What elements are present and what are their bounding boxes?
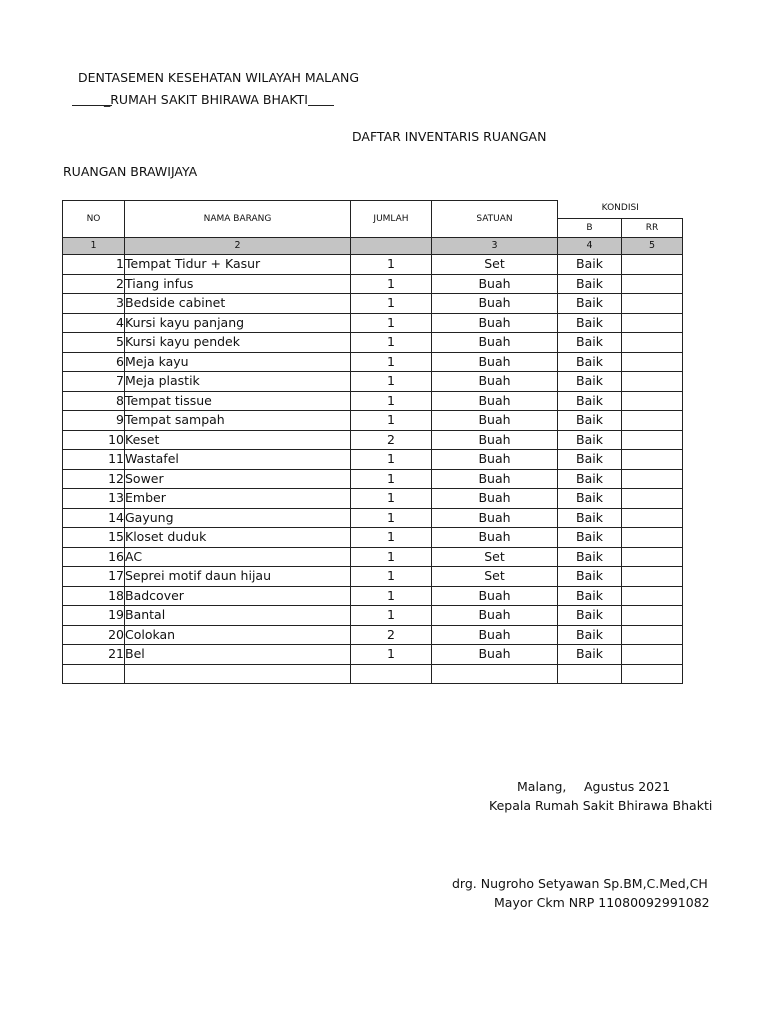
row-kondisi-b: Baik	[558, 508, 622, 528]
room-label: RUANGAN BRAWIJAYA	[63, 164, 198, 179]
row-jumlah: 1	[351, 567, 432, 587]
row-name: Kursi kayu panjang	[125, 313, 351, 333]
row-kondisi-b: Baik	[558, 372, 622, 392]
row-name: Meja plastik	[125, 372, 351, 392]
row-no: 16	[63, 547, 125, 567]
row-satuan: Buah	[432, 294, 558, 314]
row-jumlah: 1	[351, 294, 432, 314]
row-satuan: Buah	[432, 586, 558, 606]
header-no: NO	[63, 201, 125, 238]
row-name: Bedside cabinet	[125, 294, 351, 314]
row-name: Seprei motif daun hijau	[125, 567, 351, 587]
row-name: Bel	[125, 645, 351, 665]
row-kondisi-b: Baik	[558, 411, 622, 431]
row-name: Kursi kayu pendek	[125, 333, 351, 353]
header-line-1: DENTASEMEN KESEHATAN WILAYAH MALANG	[78, 70, 360, 85]
row-kondisi-b: Baik	[558, 528, 622, 548]
row-jumlah: 1	[351, 255, 432, 275]
row-satuan: Buah	[432, 625, 558, 645]
row-kondisi-b: Baik	[558, 606, 622, 626]
row-satuan: Buah	[432, 645, 558, 665]
row-kondisi-b: Baik	[558, 255, 622, 275]
row-jumlah: 1	[351, 313, 432, 333]
row-no: 21	[63, 645, 125, 665]
row-kondisi-b: Baik	[558, 352, 622, 372]
row-name: Badcover	[125, 586, 351, 606]
row-kondisi-b: Baik	[558, 469, 622, 489]
row-no: 19	[63, 606, 125, 626]
header-jumlah: JUMLAH	[351, 201, 432, 238]
row-jumlah: 1	[351, 645, 432, 665]
row-satuan: Buah	[432, 391, 558, 411]
row-jumlah: 1	[351, 411, 432, 431]
header-kondisi: KONDISI	[558, 201, 683, 219]
row-no: 1	[63, 255, 125, 275]
row-name: Sower	[125, 469, 351, 489]
row-satuan: Set	[432, 255, 558, 275]
row-jumlah: 1	[351, 391, 432, 411]
row-name: Wastafel	[125, 450, 351, 470]
row-name: Ember	[125, 489, 351, 509]
row-jumlah: 1	[351, 489, 432, 509]
row-no: 11	[63, 450, 125, 470]
header-line-2: _RUMAH SAKIT BHIRAWA BHAKTI	[104, 92, 308, 107]
row-satuan: Buah	[432, 606, 558, 626]
row-no: 6	[63, 352, 125, 372]
row-jumlah: 1	[351, 528, 432, 548]
row-name: Tempat sampah	[125, 411, 351, 431]
row-kondisi-b: Baik	[558, 625, 622, 645]
row-satuan: Buah	[432, 450, 558, 470]
row-kondisi-b: Baik	[558, 450, 622, 470]
row-satuan: Buah	[432, 528, 558, 548]
row-name: Colokan	[125, 625, 351, 645]
row-kondisi-b: Baik	[558, 391, 622, 411]
row-satuan: Buah	[432, 489, 558, 509]
row-name: Bantal	[125, 606, 351, 626]
row-no: 17	[63, 567, 125, 587]
row-jumlah: 1	[351, 274, 432, 294]
row-name: Meja kayu	[125, 352, 351, 372]
row-no: 2	[63, 274, 125, 294]
row-jumlah: 1	[351, 352, 432, 372]
row-name: Tempat Tidur + Kasur	[125, 255, 351, 275]
header-nama-barang: NAMA BARANG	[125, 201, 351, 238]
row-kondisi-b: Baik	[558, 567, 622, 587]
row-name: Keset	[125, 430, 351, 450]
row-jumlah: 2	[351, 625, 432, 645]
row-name: Kloset duduk	[125, 528, 351, 548]
row-kondisi-b: Baik	[558, 313, 622, 333]
colnum-rr: 5	[622, 238, 683, 255]
row-satuan: Buah	[432, 274, 558, 294]
row-kondisi-b: Baik	[558, 294, 622, 314]
row-no: 7	[63, 372, 125, 392]
row-satuan: Buah	[432, 333, 558, 353]
row-kondisi-b: Baik	[558, 489, 622, 509]
row-satuan: Buah	[432, 352, 558, 372]
row-kondisi-b: Baik	[558, 333, 622, 353]
row-jumlah: 1	[351, 450, 432, 470]
row-jumlah: 1	[351, 606, 432, 626]
row-satuan: Buah	[432, 372, 558, 392]
row-no: 3	[63, 294, 125, 314]
signatory-rank: Mayor Ckm NRP 11080092991082	[494, 895, 710, 910]
row-jumlah: 1	[351, 372, 432, 392]
header-rr: RR	[622, 218, 683, 237]
row-jumlah: 2	[351, 430, 432, 450]
row-jumlah: 1	[351, 586, 432, 606]
row-satuan: Buah	[432, 508, 558, 528]
row-kondisi-b: Baik	[558, 586, 622, 606]
row-no: 12	[63, 469, 125, 489]
row-no: 14	[63, 508, 125, 528]
colnum-b: 4	[558, 238, 622, 255]
row-no: 5	[63, 333, 125, 353]
signatory-name: drg. Nugroho Setyawan Sp.BM,C.Med,CH	[452, 876, 708, 891]
row-no: 13	[63, 489, 125, 509]
colnum-no: 1	[63, 238, 125, 255]
row-no: 18	[63, 586, 125, 606]
row-jumlah: 1	[351, 469, 432, 489]
signature-place: Malang,	[517, 779, 567, 794]
row-no: 9	[63, 411, 125, 431]
row-no: 8	[63, 391, 125, 411]
row-jumlah: 1	[351, 333, 432, 353]
document-title: DAFTAR INVENTARIS RUANGAN	[352, 129, 547, 144]
header-b: B	[558, 218, 622, 237]
row-jumlah: 1	[351, 508, 432, 528]
row-name: Gayung	[125, 508, 351, 528]
colnum-unit: 3	[432, 238, 558, 255]
row-no: 15	[63, 528, 125, 548]
header-satuan: SATUAN	[432, 201, 558, 238]
row-name: Tempat tissue	[125, 391, 351, 411]
row-kondisi-b: Baik	[558, 645, 622, 665]
row-no: 4	[63, 313, 125, 333]
row-satuan: Buah	[432, 411, 558, 431]
signature-position: Kepala Rumah Sakit Bhirawa Bhakti	[489, 798, 713, 813]
row-jumlah: 1	[351, 547, 432, 567]
row-satuan: Set	[432, 567, 558, 587]
row-name: AC	[125, 547, 351, 567]
row-satuan: Buah	[432, 469, 558, 489]
row-satuan: Set	[432, 547, 558, 567]
row-satuan: Buah	[432, 430, 558, 450]
row-kondisi-b: Baik	[558, 274, 622, 294]
row-satuan: Buah	[432, 313, 558, 333]
signature-date: Agustus 2021	[584, 779, 671, 794]
colnum-name: 2	[125, 238, 351, 255]
row-kondisi-b: Baik	[558, 547, 622, 567]
row-name: Tiang infus	[125, 274, 351, 294]
row-kondisi-b: Baik	[558, 430, 622, 450]
row-no: 20	[63, 625, 125, 645]
row-no: 10	[63, 430, 125, 450]
